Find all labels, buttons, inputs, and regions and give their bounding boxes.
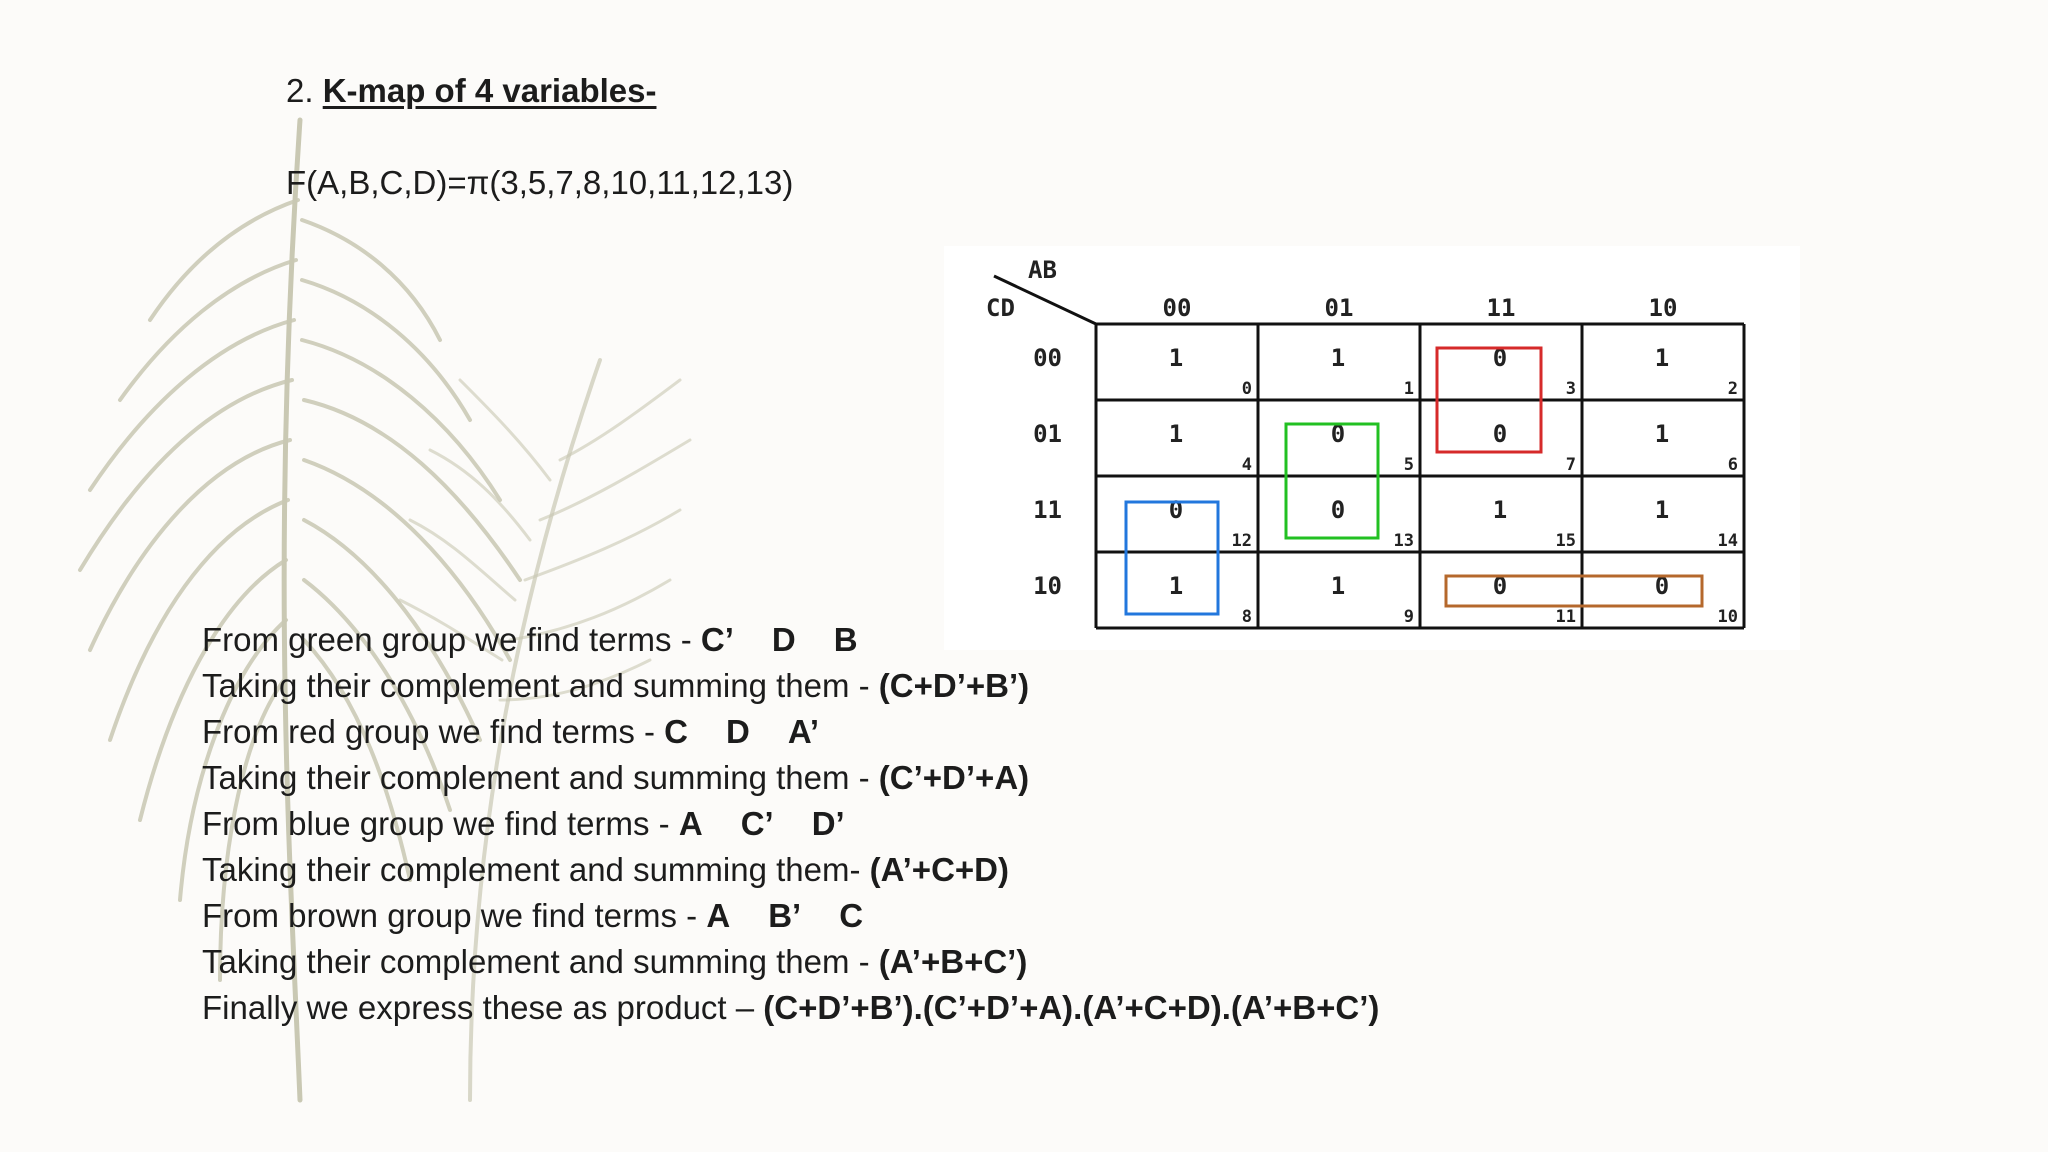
group-term: A’ <box>787 713 820 750</box>
explanation-line-text: From blue group we find terms - <box>202 805 679 842</box>
kmap-cell-value: 0 <box>1168 496 1184 524</box>
kmap-cell-value: 1 <box>1654 496 1670 524</box>
kmap-cell-value: 1 <box>1168 420 1184 448</box>
group-term: B’ <box>768 897 802 934</box>
sum-term-expression: (A’+B+C’) <box>878 943 1028 980</box>
explanation-line <box>202 847 1502 893</box>
explanation-line <box>202 939 1502 985</box>
kmap-cell-value: 1 <box>1654 420 1670 448</box>
kmap-col-header: 10 <box>1648 294 1678 322</box>
explanation-line <box>202 801 1502 847</box>
kmap-cell-value: 1 <box>1330 344 1346 372</box>
group-term: C’ <box>740 805 774 842</box>
sum-term-expression: (C+D’+B’) <box>878 667 1030 704</box>
heading-title: K-map of 4 variables- <box>322 72 657 109</box>
kmap-cell-value: 0 <box>1330 420 1346 448</box>
explanation-line <box>202 985 1502 1031</box>
sum-term-expression: (C’+D’+A) <box>878 759 1030 796</box>
explanation-line-text: Finally we express these as product – <box>202 989 764 1026</box>
kmap-minterm-index: 6 <box>1727 455 1738 475</box>
kmap-cell-value: 1 <box>1330 572 1346 600</box>
explanation-line-text: Taking their complement and summing them - <box>202 943 879 980</box>
kmap-cell-value: 0 <box>1654 572 1670 600</box>
explanation-line <box>202 617 1502 663</box>
kmap-minterm-index: 3 <box>1565 379 1576 399</box>
kmap-minterm-index: 1 <box>1403 379 1414 399</box>
explanation-line <box>202 893 1502 939</box>
kmap-minterm-index: 9 <box>1403 607 1414 627</box>
kmap-col-header: 11 <box>1486 294 1516 322</box>
kmap-col-header: 00 <box>1162 294 1192 322</box>
explanation-line <box>202 663 1502 709</box>
group-term: B <box>833 621 858 658</box>
kmap-minterm-index: 0 <box>1241 379 1252 399</box>
group-term: D <box>726 713 750 750</box>
kmap-cell-value: 0 <box>1492 572 1508 600</box>
slide-heading <box>286 72 656 110</box>
kmap-row-header: 01 <box>1033 420 1062 448</box>
kmap-minterm-index: 15 <box>1555 531 1576 551</box>
kmap-minterm-index: 8 <box>1241 607 1252 627</box>
kmap-minterm-index: 13 <box>1393 531 1414 551</box>
kmap-minterm-index: 2 <box>1727 379 1738 399</box>
kmap-minterm-index: 4 <box>1241 455 1252 475</box>
group-term: C <box>664 713 688 750</box>
group-term: D’ <box>811 805 845 842</box>
kmap-minterm-index: 5 <box>1403 455 1414 475</box>
kmap-row-variable: CD <box>986 294 1015 322</box>
group-term: A <box>678 805 703 842</box>
kmap-minterm-index: 12 <box>1231 531 1252 551</box>
group-term: C’ <box>700 621 734 658</box>
kmap-minterm-index: 7 <box>1565 455 1576 475</box>
kmap-col-header: 01 <box>1324 294 1354 322</box>
kmap-cell-value: 0 <box>1330 496 1346 524</box>
explanation-line <box>202 755 1502 801</box>
kmap-cell-value: 1 <box>1492 496 1508 524</box>
explanation-line-text: Taking their complement and summing them- <box>202 851 870 888</box>
group-term: A <box>706 897 731 934</box>
kmap-diagram <box>944 246 1800 650</box>
kmap-minterm-index: 10 <box>1717 607 1738 627</box>
explanation-line-text: Taking their complement and summing them - <box>202 759 879 796</box>
kmap-cell-value: 0 <box>1492 344 1508 372</box>
sum-term-expression: (A’+C+D) <box>869 851 1009 888</box>
explanation-line-text: From brown group we find terms - <box>202 897 707 934</box>
explanation-line-text: Taking their complement and summing them - <box>202 667 879 704</box>
heading-number: 2. <box>286 72 314 109</box>
kmap-cell-value: 1 <box>1168 344 1184 372</box>
explanation-text <box>202 617 1502 1031</box>
kmap-col-variable: AB <box>1028 256 1057 284</box>
kmap-row-header: 00 <box>1033 344 1062 372</box>
kmap-row-header: 11 <box>1033 496 1062 524</box>
kmap-cell-value: 0 <box>1492 420 1508 448</box>
function-definition: F(A,B,C,D)=π(3,5,7,8,10,11,12,13) <box>286 164 794 201</box>
explanation-line <box>202 709 1502 755</box>
kmap-row-header: 10 <box>1033 572 1062 600</box>
group-term: C <box>839 897 864 934</box>
kmap-minterm-index: 11 <box>1555 607 1576 627</box>
group-term: D <box>771 621 796 658</box>
explanation-line-text: From green group we find terms - <box>202 621 701 658</box>
kmap-cell-value: 1 <box>1168 572 1184 600</box>
explanation-line-text: From red group we find terms - <box>202 713 665 750</box>
kmap-cell-value: 1 <box>1654 344 1670 372</box>
kmap-minterm-index: 14 <box>1717 531 1738 551</box>
sum-term-expression: (C+D’+B’).(C’+D’+A).(A’+C+D).(A’+B+C’) <box>763 989 1380 1026</box>
